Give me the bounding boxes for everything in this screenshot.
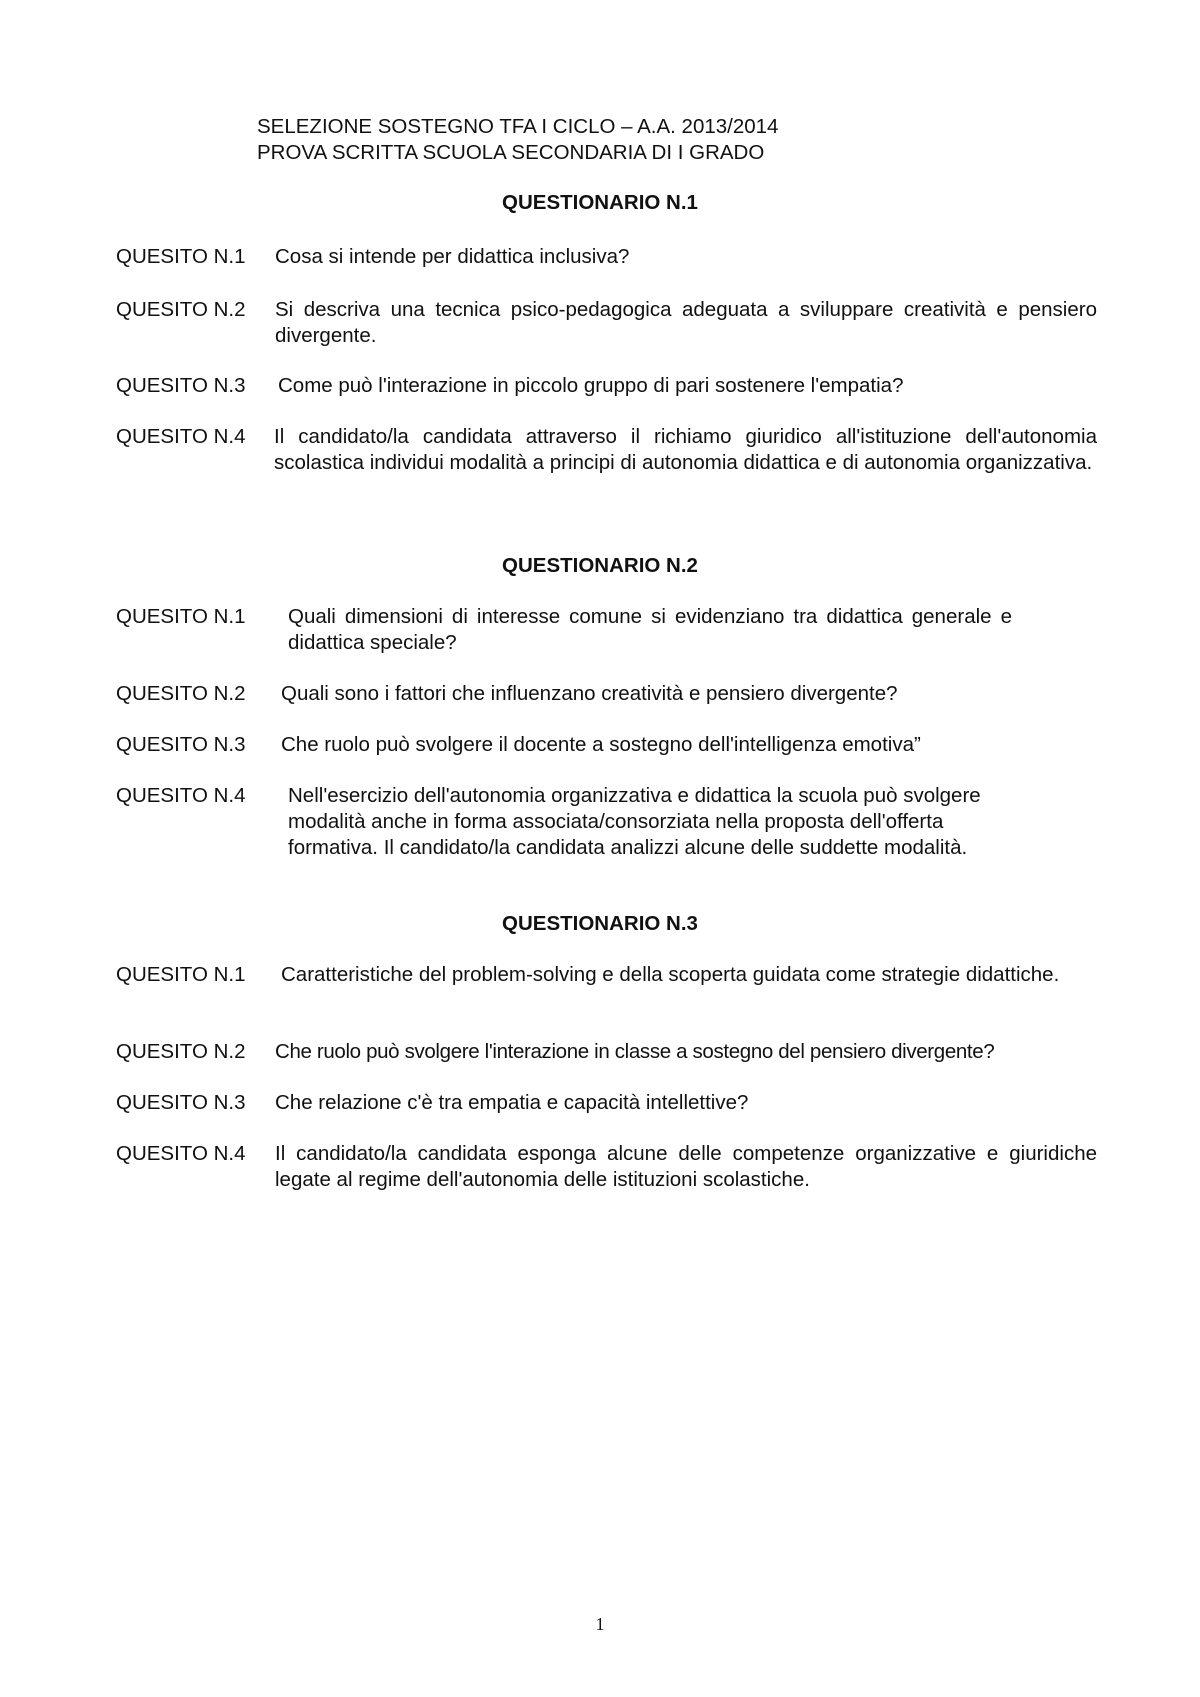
quesito-text: Quali sono i fattori che influenzano creatività e pensiero divergente? <box>281 682 898 705</box>
q1-quesito-1 <box>116 244 1097 270</box>
quesito-text: Nell'esercizio dell'autonomia organizzativa e didattica la scuola può svolgere modalità anche in forma associata/consorziata nella proposta dell'offerta formativa. Il candidato/la candidata analizzi alcune delle suddette modalità. <box>288 784 981 859</box>
questionario-2-title: QUESTIONARIO N.2 <box>502 554 698 577</box>
page-number: 1 <box>595 1614 605 1634</box>
quesito-text: Cosa si intende per didattica inclusiva? <box>275 245 630 268</box>
quesito-label: QUESITO N.4 <box>116 1142 246 1165</box>
quesito-label: QUESITO N.1 <box>116 605 246 628</box>
quesito-label: QUESITO N.4 <box>116 784 246 807</box>
quesito-label: QUESITO N.1 <box>116 245 246 268</box>
quesito-label: QUESITO N.4 <box>116 425 246 448</box>
document-header <box>257 114 778 166</box>
q1-quesito-4 <box>116 424 1097 476</box>
header-line-2: PROVA SCRITTA SCUOLA SECONDARIA DI I GRADO <box>257 141 765 164</box>
quesito-text: Caratteristiche del problem-solving e della scoperta guidata come strategie didattiche. <box>281 963 1060 986</box>
quesito-text: Quali dimensioni di interesse comune si evidenziano tra didattica generale e didattica speciale? <box>288 605 1012 654</box>
quesito-label: QUESITO N.1 <box>116 963 246 986</box>
quesito-label: QUESITO N.2 <box>116 298 246 321</box>
q2-quesito-4 <box>116 783 1097 861</box>
q2-quesito-1 <box>116 604 1097 656</box>
quesito-text: Che ruolo può svolgere il docente a sostegno dell'intelligenza emotiva” <box>281 733 921 756</box>
questionario-3-title: QUESTIONARIO N.3 <box>502 912 698 935</box>
header-line-1: SELEZIONE SOSTEGNO TFA I CICLO – A.A. 2013/2014 <box>257 115 779 138</box>
q3-quesito-3 <box>116 1090 1097 1116</box>
quesito-text: Come può l'interazione in piccolo gruppo di pari sostenere l'empatia? <box>278 374 904 397</box>
q3-quesito-1 <box>116 962 1097 988</box>
quesito-text: Il candidato/la candidata esponga alcune delle competenze organizzative e giuridiche legate al regime dell'autonomia delle istituzioni scolastiche. <box>275 1142 1097 1191</box>
quesito-text: Il candidato/la candidata attraverso il richiamo giuridico all'istituzione dell'autonomia scolastica individui modalità a principi di autonomia didattica e di autonomia organizzativa. <box>274 425 1097 474</box>
quesito-label: QUESITO N.3 <box>116 374 246 397</box>
q3-quesito-2 <box>116 1039 1097 1065</box>
q3-quesito-4 <box>116 1141 1097 1193</box>
quesito-label: QUESITO N.3 <box>116 1091 246 1114</box>
q2-quesito-3 <box>116 732 1097 758</box>
quesito-text: Si descriva una tecnica psico-pedagogica adeguata a sviluppare creatività e pensiero divergente. <box>275 298 1097 347</box>
quesito-label: QUESITO N.3 <box>116 733 246 756</box>
questionario-1-title: QUESTIONARIO N.1 <box>502 191 698 214</box>
quesito-label: QUESITO N.2 <box>116 682 246 705</box>
quesito-text: Che ruolo può svolgere l'interazione in classe a sostegno del pensiero divergente? <box>275 1040 995 1063</box>
q1-quesito-3 <box>116 373 1097 399</box>
q1-quesito-2 <box>116 297 1097 349</box>
quesito-text: Che relazione c'è tra empatia e capacità intellettive? <box>275 1091 749 1114</box>
quesito-label: QUESITO N.2 <box>116 1040 246 1063</box>
q2-quesito-2 <box>116 681 1097 707</box>
